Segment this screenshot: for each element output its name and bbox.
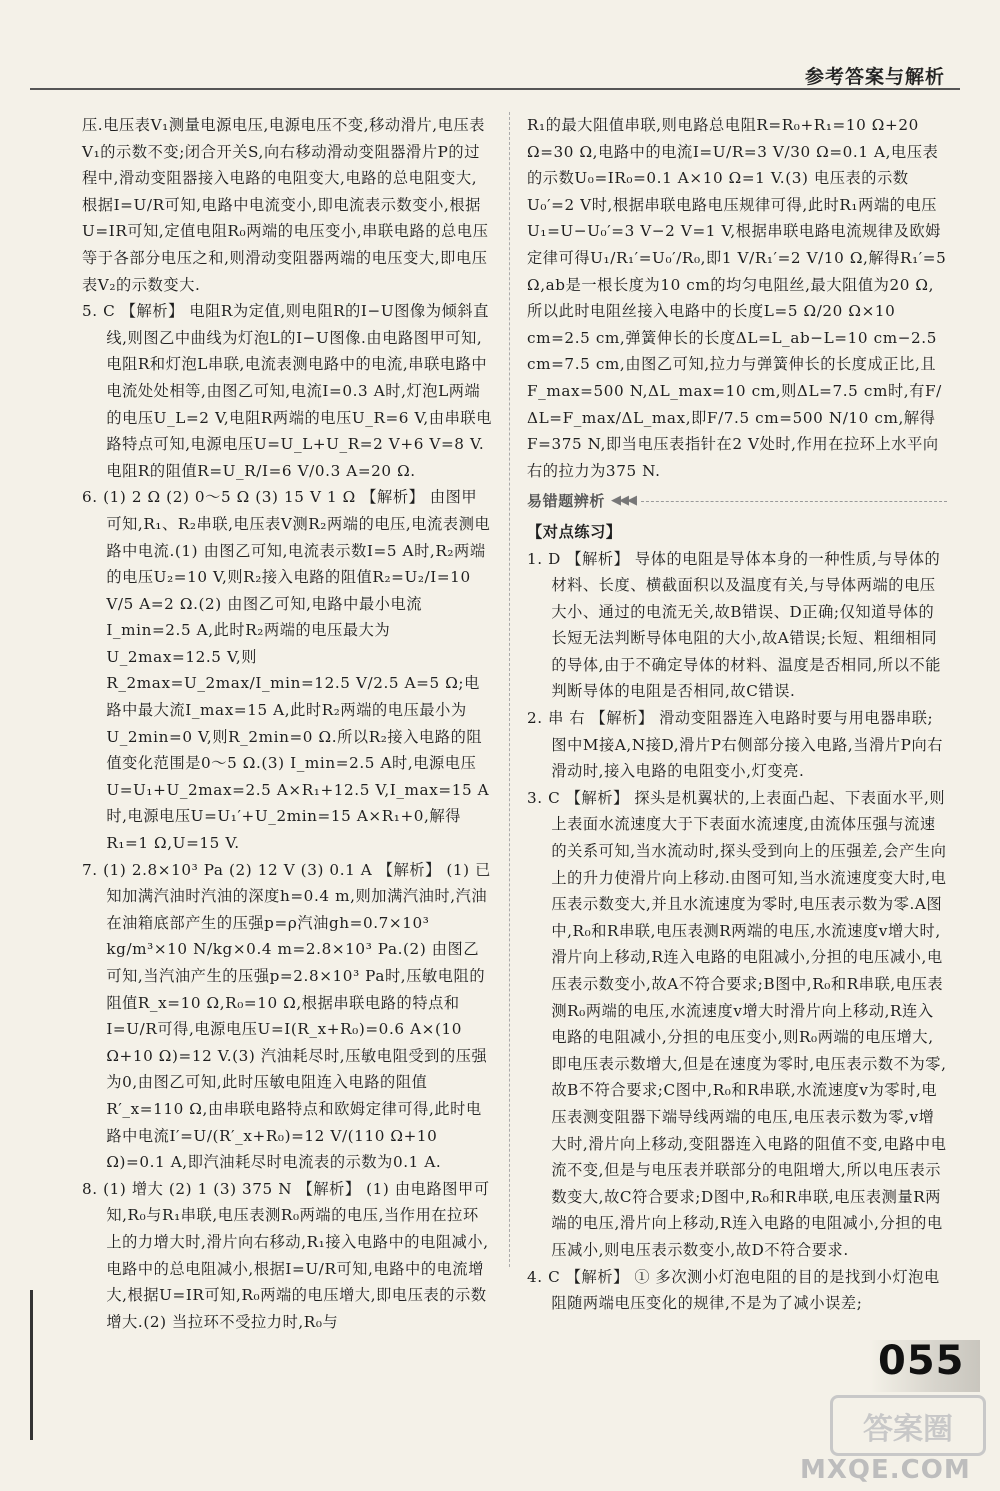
page-number: 055 (878, 1338, 965, 1384)
practice-item-4: 4. C 【解析】 ① 多次测小灯泡电阻的目的是找到小灯泡电阻随两端电压变化的规律,不是为了减小误差; (527, 1267, 940, 1313)
answer-item-8: 8. (1) 增大 (2) 1 (3) 375 N 【解析】 (1) 由电路图甲可知,R₀与R₁串联,电压表测R₀两端的电压,当作用在拉环上的力增大时,滑片向右移动,R₁接入电路中的电阻减小,电路中的总电阻减小,根据I=U/R可知,电路中的电流增大,根据U=IR可知,R₀两端的电压增大,即电压表的示数增大.(2) 当拉环不受拉力时,R₀与 (82, 1179, 490, 1331)
right-paragraph-continued: R₁的最大阻值串联,则电路总电阻R=R₀+R₁=10 Ω+20 Ω=30 Ω,电路中的电流I=U/R=3 V/30 Ω=0.1 A,电压表的示数U₀=IR₀=0.1 A×10 Ω=1 V.(3) 电压表的示数U₀′=2 V时,根据串联电路电压规律可得,此时R₁两端的电压U₁=U−U₀′=3 V−2 V=1 V,根据串联电路电流规律及欧姆定律可得U₁/R₁′=U₀′/R₀,即1 V/R₁′=2 V/10 Ω,解得R₁′=5 Ω,ab是一根长度为10 cm的均匀电阻丝,最大阻值为20 Ω,所以此时电阻丝接入电路中的长度L=5 Ω/20 Ω×10 cm=2.5 cm,弹簧伸长的长度ΔL=L_ab−L=10 cm−2.5 cm=7.5 cm,由图乙可知,拉力与弹簧伸长的长度成正比,且F_max=500 N,ΔL_max=10 cm,则ΔL=7.5 cm时,有F/ΔL=F_max/ΔL_max,即F/7.5 cm=500 N/10 cm,解得F=375 N,即当电压表指针在2 V处时,作用在拉环上水平向右的拉力为375 N. (527, 116, 952, 480)
column-divider (509, 112, 510, 1267)
answer-item-7: 7. (1) 2.8×10³ Pa (2) 12 V (3) 0.1 A 【解析】 (1) 已知加满汽油时汽油的深度h=0.4 m,则加满汽油时,汽油在油箱底部产生的压强p=ρ汽油gh=0.7×10³ kg/m³×10 N/kg×0.4 m=2.8×10³ Pa.(2) 由图乙可知,当汽油产生的压强p=2.8×10³ Pa时,压敏电阻的阻值R_x=10 Ω,R₀=10 Ω,根据串联电路的特点和I=U/R可得,电源电压U=I(R_x+R₀)=0.6 A×(10 Ω+10 Ω)=12 V.(3) 汽油耗尽时,压敏电阻受到的压强为0,由图乙可知,此时压敏电阻连入电路的阻值R′_x=110 Ω,由串联电路特点和欧姆定律可得,此时电路中电流I′=U/(R′_x+R₀)=12 V/(110 Ω+10 Ω)=0.1 A,即汽油耗尽时电流表的示数为0.1 A. (82, 860, 491, 1172)
answer-item-5: 5. C 【解析】 电阻R为定值,则电阻R的I−U图像为倾斜直线,则图乙中曲线为灯泡L的I−U图像.由电路图甲可知,电阻R和灯泡L串联,电流表测电路中的电流,串联电路中电流处处相等,由图乙可知,电流I=0.3 A时,灯泡L两端的电压U_L=2 V,电阻R两端的电压U_R=6 V,由串联电路特点可知,电源电压U=U_L+U_R=2 V+6 V=8 V.电阻R的阻值R=U_R/I=6 V/0.3 A=20 Ω. (82, 302, 492, 480)
left-paragraph-continued: 压.电压表V₁测量电源电压,电源电压不变,移动滑片,电压表V₁的示数不变;闭合开关S,向右移动滑动变阻器滑片P的过程中,滑动变阻器接入电路的电阻变大,电路的总电阻变大,根据I=U/R可知,电路中电流变小,即电流表示数变小,根据U=IR可知,定值电阻R₀两端的电压变小,串联电路的总电压等于各部分电压之和,则滑动变阻器两端的电压变大,即电压表V₂的示数变大. (82, 116, 489, 294)
watermark-site: MXQE.COM (800, 1455, 971, 1485)
practice-item-2: 2. 串 右 【解析】 滑动变阻器连入电路时要与用电器串联;图中M接A,N接D,滑片P右侧部分接入电路,当滑片P向右滑动时,接入电路的电阻变小,灯变亮. (527, 709, 944, 781)
answer-item-6: 6. (1) 2 Ω (2) 0～5 Ω (3) 15 V 1 Ω 【解析】 由图甲可知,R₁、R₂串联,电压表V测R₂两端的电压,电流表测电路中电流.(1) 由图乙可知,电流表示数I=5 A时,R₂两端的电压U₂=10 V,则R₂接入电路的阻值R₂=U₂/I=10 V/5 A=2 Ω.(2) 由图乙可知,电路中最小电流I_min=2.5 A,此时R₂两端的电压最大为U_2max=12.5 V,则R_2max=U_2max/I_min=12.5 V/2.5 A=5 Ω;电路中最大流I_max=15 A,此时R₂两端的电压最小为U_2min=0 V,则R_2min=0 Ω.所以R₂接入电路的阻值变化范围是0～5 Ω.(3) I_min=2.5 A时,电源电压U=U₁+U_2max=2.5 A×R₁+12.5 V,I_max=15 A时,电源电压U=U₁′+U_2min=15 A×R₁+0,解得R₁=1 Ω,U=15 V. (82, 488, 491, 853)
section-title: 易错题辨析 (527, 492, 606, 511)
practice-item-1: 1. D 【解析】 导体的电阻是导体本身的一种性质,与导体的材料、长度、横截面积以及温度有关,与导体两端的电压大小、通过的电流无关,故B错误、D正确;仅知道导体的长短无法判断导体电阻的大小,故A错误;长短、粗细相同的导体,由于不确定导体的材料、温度是否相同,所以不能判断导体的电阻是否相同,故C错误. (527, 549, 942, 701)
header-divider (30, 88, 960, 90)
section-heading (527, 488, 947, 515)
section-rule (641, 501, 947, 502)
triple-arrow-icon: ◀◀◀ (611, 493, 636, 509)
left-column (82, 112, 492, 1335)
practice-subheading: 【对点练习】 (527, 522, 622, 541)
binding-margin-line (30, 1290, 33, 1440)
right-column (527, 112, 952, 1317)
practice-item-3: 3. C 【解析】 探头是机翼状的,上表面凸起、下表面水平,则上表面水流速度大于下表面水流速度,由流体压强与流速的关系可知,当水流动时,探头受到向上的压强差,会产生向上的升力使滑片向上移动.由图可知,当水流速度变大时,电压表示数变大,并且水流速度为零时,电压表示数为零.A图中,R₀和R串联,电压表测R两端的电压,水流速度v增大时,滑片向上移动,R连入电路的电阻减小,分担的电压减小,电压表示数变小,故A不符合要求;B图中,R₀和R串联,电压表测R₀两端的电压,水流速度v增大时滑片向上移动,R连入电路的电阻减小,分担的电压变小,则R₀两端的电压增大,即电压表示数增大,但是在速度为零时,电压表示数不为零,故B不符合要求;C图中,R₀和R串联,水流速度v为零时,电压表测变阻器下端导线两端的电压,电压表示数为零,v增大时,滑片向上移动,变阻器连入电路的阻值不变,电路中电流不变,但是与电压表并联部分的电阻增大,所以电压表示数变大,故C符合要求;D图中,R₀和R串联,电压表测量R两端的电压,滑片向上移动,R连入电路的电阻减小,分担的电压减小,则电压表示数变小,故D不符合要求. (527, 788, 947, 1259)
watermark-logo: 答案圈 (830, 1395, 986, 1456)
header-title: 参考答案与解析 (804, 66, 945, 88)
